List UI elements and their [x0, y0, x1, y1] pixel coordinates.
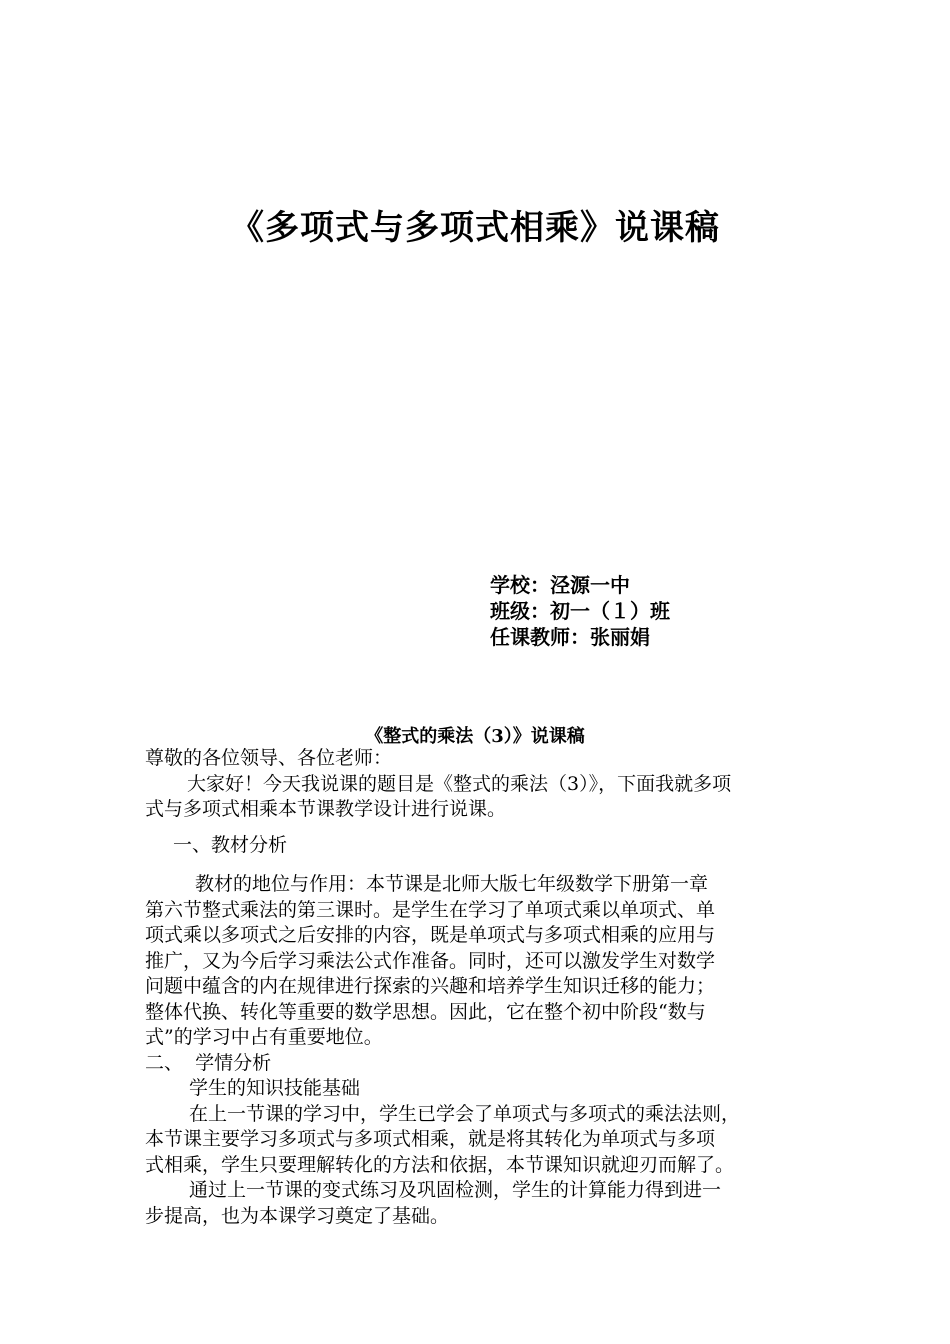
cover-info: [490, 572, 670, 650]
paragraph-line: 教材的地位与作用：本节课是北师大版七年级数学下册第一章: [195, 873, 709, 895]
greeting-block: [145, 746, 817, 823]
document-title: 《整式的乘法（3）》说课稿: [365, 726, 585, 747]
paragraph-line: 通过上一节课的变式练习及巩固检测，学生的计算能力得到进一: [189, 1179, 722, 1201]
paragraph-line: 问题中蕴含的内在规律进行探索的兴趣和培养学生知识迁移的能力；: [145, 975, 716, 997]
school-line: 学校：泾源一中: [490, 573, 630, 597]
intro-line: 式与多项式相乘本节课教学设计进行说课。: [145, 798, 507, 820]
paragraph-line: 式”的学习中占有重要地位。: [145, 1026, 383, 1048]
section2-subheading: 学生的知识技能基础: [189, 1077, 361, 1099]
paragraph-line: 步提高，也为本课学习奠定了基础。: [145, 1204, 450, 1227]
section1-heading-block: [145, 833, 817, 859]
section1-paragraph: [145, 872, 817, 1229]
cover-title: 《多项式与多项式相乘》说课稿: [230, 208, 720, 248]
paragraph-line: 第六节整式乘法的第三课时。是学生在学习了单项式乘以单项式、单: [145, 898, 716, 921]
paragraph-line: 本节课主要学习多项式与多项式相乘，就是将其转化为单项式与多项: [145, 1128, 716, 1150]
intro-line: 大家好！今天我说课的题目是《整式的乘法（3）》，下面我就多项: [187, 772, 732, 795]
paragraph-line: 整体代换、转化等重要的数学思想。因此，它在整个初中阶段“数与: [145, 1000, 706, 1023]
section1-heading: 一、教材分析: [173, 834, 288, 856]
section2-heading: 二、 学情分析: [145, 1051, 272, 1074]
teacher-line: 任课教师：张丽娟: [490, 625, 650, 649]
paragraph-line: 项式乘以多项式之后安排的内容，既是单项式与多项式相乘的应用与: [145, 924, 716, 946]
class-line: 班级：初一（１）班: [490, 599, 670, 623]
greeting: 尊敬的各位领导、各位老师：: [145, 747, 393, 769]
paragraph-line: 式相乘，学生只要理解转化的方法和依据，本节课知识就迎刃而解了。: [145, 1153, 735, 1176]
paragraph-line: 推广，又为今后学习乘法公式作准备。同时，还可以激发学生对数学: [145, 949, 716, 972]
paragraph-line: 在上一节课的学习中，学生已学会了单项式与多项式的乘法法则，: [189, 1102, 741, 1125]
